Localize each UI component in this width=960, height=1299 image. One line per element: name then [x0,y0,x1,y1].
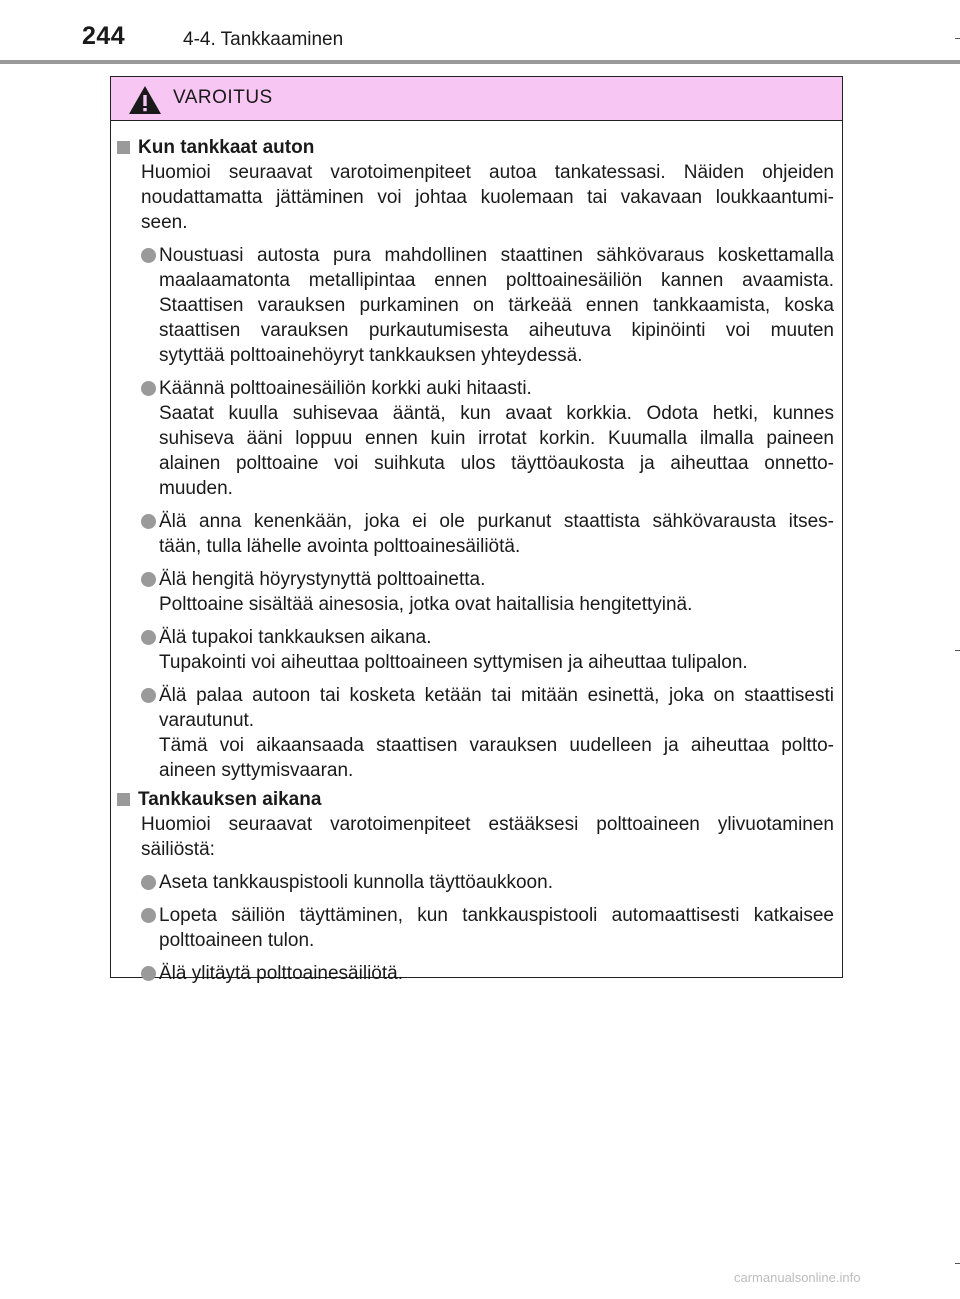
text-line: tään, tulla lähelle avointa polttoainesäiliötä. [159,536,521,557]
crop-mark-bottom [955,1263,960,1264]
text-line: muuden. [159,478,233,499]
section-heading [117,135,834,160]
text-line: Noustuasi autosta pura mahdollinen staattinen sähkövaraus koskettamalla [159,245,834,266]
bullet-dot-icon [141,688,156,703]
text-line: Käännä polttoainesäiliön korkki auki hitaasti. [159,378,532,399]
crop-mark-top [955,38,960,39]
text-line: Älä ylitäytä polttoainesäiliötä. [159,963,403,984]
text-line: Älä palaa autoon tai kosketa ketään tai mitään esinettä, joka on staattisesti [159,685,834,706]
bullet-item [117,961,834,986]
text-line: alainen polttoaine voi suihkuta ulos täyttöaukosta ja aiheuttaa onnetto- [159,453,834,474]
text-line: Älä anna kenenkään, joka ei ole purkanut staattista sähkövarausta itses- [159,511,834,532]
text-line: sytyttää polttoainehöyryt tankkauksen yhteydessä. [159,345,583,366]
text-line: Älä tupakoi tankkauksen aikana. [159,627,432,648]
text-line: Aseta tankkauspistooli kunnolla täyttöaukkoon. [159,872,553,893]
text-line: säiliöstä: [141,839,215,860]
text-line: seen. [141,212,188,233]
square-bullet-icon [117,793,130,806]
bullet-dot-icon [141,514,156,529]
text-line: Tupakointi voi aiheuttaa polttoaineen syttymisen ja aiheuttaa tulipalon. [159,652,748,673]
warning-title: VAROITUS [173,87,273,108]
header-rule [0,60,960,64]
text-line: Staattisen varauksen purkaminen on tärkeää ennen tankkaamista, koska [159,295,834,316]
bullet-item [117,567,834,617]
warning-box [110,76,843,984]
text-line: Lopeta säiliön täyttäminen, kun tankkauspistooli automaattisesti katkaisee [159,905,834,926]
text-line: staattisen varauksen purkautumisesta aiheutuva kipinöinti voi muuten [159,320,834,341]
text-line: Älä hengitä höyrystynyttä polttoainetta. [159,569,486,590]
page-number: 244 [82,22,126,50]
section-title: 4-4. Tankkaaminen [183,29,344,50]
text-line: polttoaineen tulon. [159,930,315,951]
section-intro [117,812,834,862]
bullet-item [117,870,834,895]
text-line: Polttoaine sisältää ainesosia, jotka ovat haitallisia hengitettyinä. [159,594,693,615]
text-line: Saatat kuulla suhisevaa ääntä, kun avaat korkkia. Odota hetki, kunnes [159,403,834,424]
square-bullet-icon [117,141,130,154]
crop-mark-middle [955,650,960,651]
bullet-dot-icon [141,908,156,923]
bullet-dot-icon [141,381,156,396]
text-line: aineen syttymisvaaran. [159,760,354,781]
text-line: maalaamatonta metallipintaa ennen polttoainesäiliön kannen avaamista. [159,270,834,291]
text-line: Tämä voi aikaansaada staattisen varauksen uudelleen ja aiheuttaa poltto- [159,735,834,756]
section-intro [117,160,834,235]
bullet-dot-icon [141,966,156,981]
section-heading [117,787,834,812]
warning-triangle-icon [128,85,162,115]
bullet-dot-icon [141,630,156,645]
bullet-item [117,376,834,501]
section-heading-text: Kun tankkaat auton [138,137,315,158]
section-heading-text: Tankkauksen aikana [138,789,322,810]
text-line: suhiseva ääni loppuu ennen kuin irrotat korkin. Kuumalla ilmalla paineen [159,428,834,449]
bullet-item [117,625,834,675]
bullet-dot-icon [141,248,156,263]
text-line: varautunut. [159,710,255,731]
bullet-item [117,683,834,783]
text-line: Huomioi seuraavat varotoimenpiteet autoa tankatessasi. Näiden ohjeiden [141,162,834,183]
bullet-dot-icon [141,572,156,587]
text-line: noudattamatta jättäminen voi johtaa kuolemaan tai vakavaan loukkaantumi- [141,187,834,208]
bullet-item [117,903,834,953]
warning-body [111,121,842,986]
bullet-dot-icon [141,875,156,890]
text-line: Huomioi seuraavat varotoimenpiteet estääksesi polttoaineen ylivuotaminen [141,814,834,835]
bullet-item [117,509,834,559]
warning-header [111,77,842,121]
footer-watermark: carmanualsonline.info [734,1270,861,1285]
bullet-item [117,243,834,368]
